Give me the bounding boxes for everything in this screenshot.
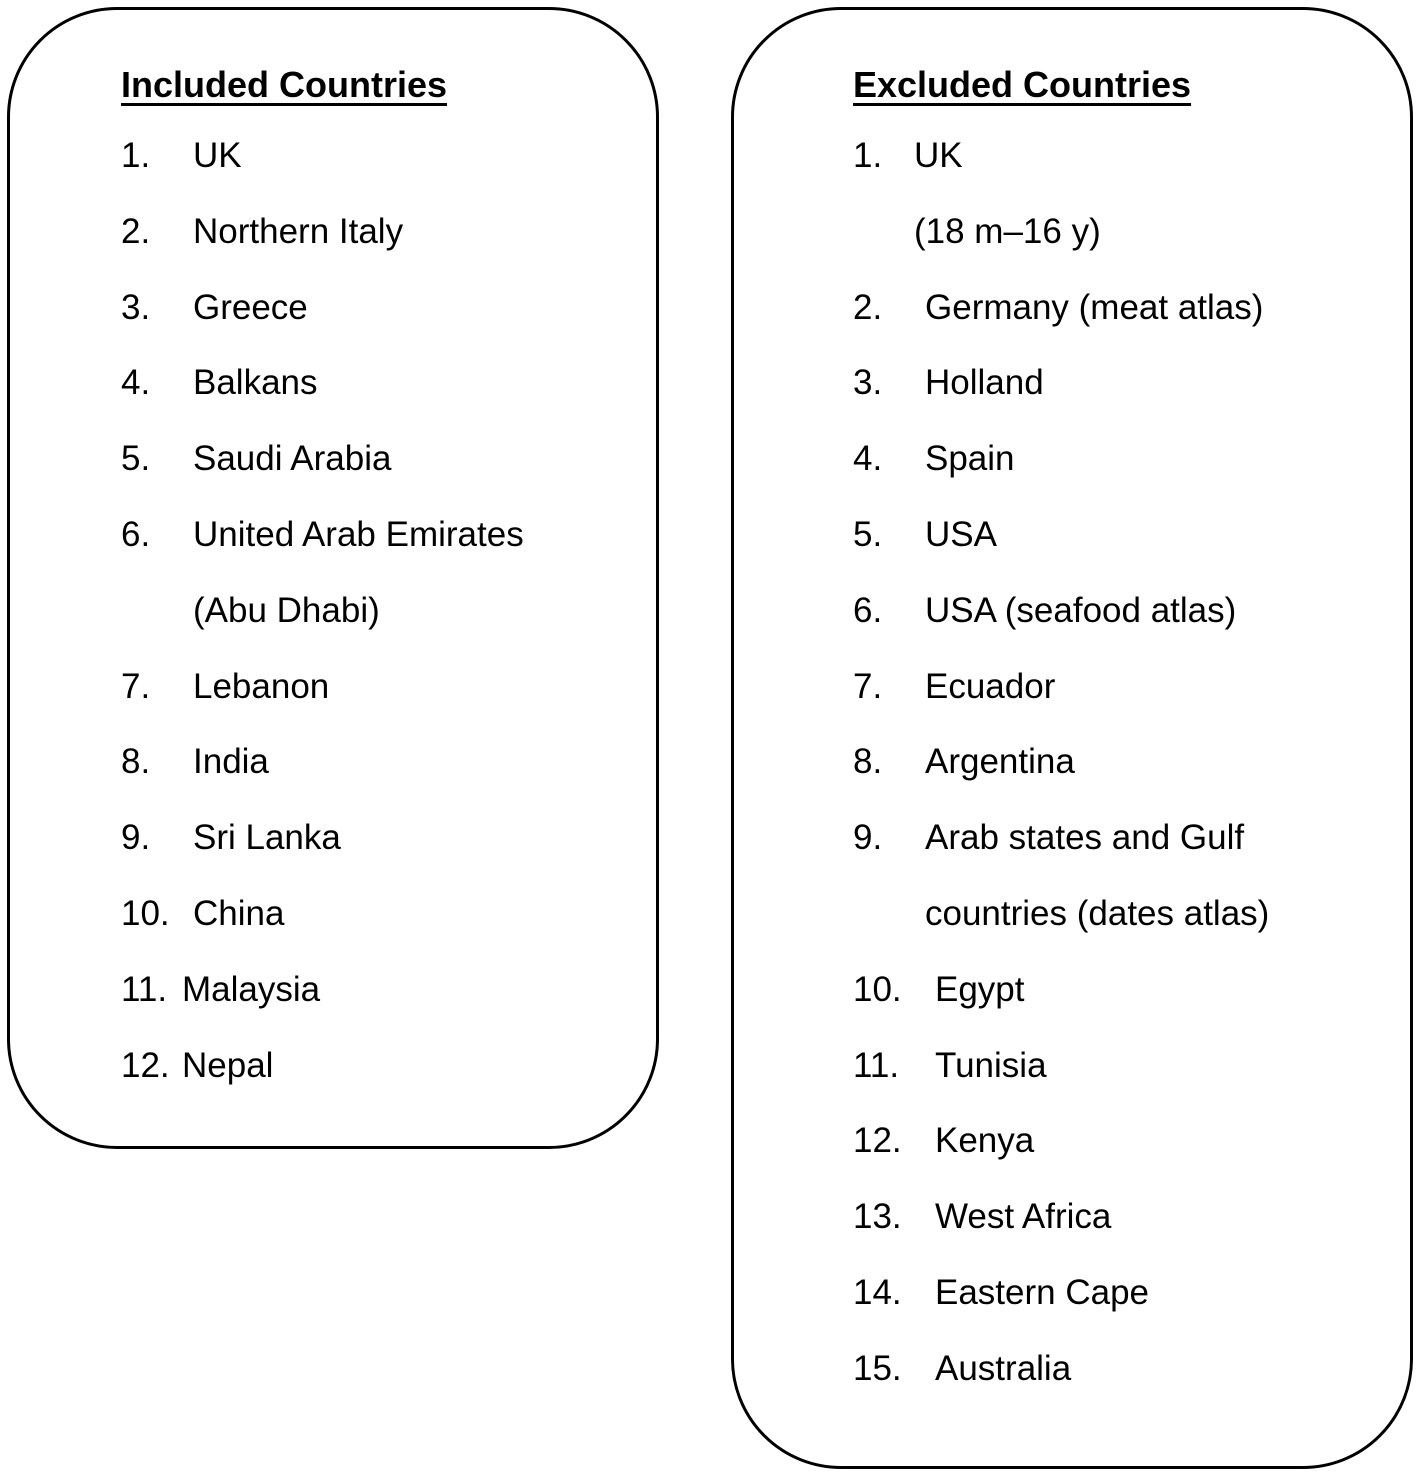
included-item-number: 8. [121,742,151,782]
excluded-item-text: West Africa [935,1197,1112,1237]
excluded-item-number: 6. [853,590,883,630]
excluded-item-text: UK [914,136,963,175]
excluded-item-text: Tunisia [935,1045,1047,1085]
excluded-item-text: Ecuador [925,666,1056,706]
excluded-countries-box [731,7,1413,1469]
excluded-item-text: USA [925,515,997,554]
excluded-item-text: Australia [935,1348,1072,1388]
excluded-item-number: 13. [853,1197,902,1237]
included-item-text: Northern Italy [193,211,404,251]
excluded-item-number: 9. [853,818,883,858]
excluded-item-number: 1. [853,136,883,175]
included-item-text: Malaysia [182,969,321,1009]
included-item-text: Greece [193,287,308,327]
included-item-number: 7. [121,666,151,706]
included-item-text: Nepal [182,1045,274,1085]
excluded-item-number: 14. [853,1273,902,1312]
included-item-number: 5. [121,439,151,479]
included-item-number: 4. [121,363,151,403]
included-item-number: 6. [121,515,151,554]
excluded-item-text: Eastern Cape [935,1273,1150,1312]
included-item-number: 11. [121,969,168,1009]
excluded-item-text: countries (dates atlas) [925,894,1270,933]
excluded-item-number: 10. [853,969,902,1009]
excluded-item-text: Egypt [935,969,1025,1009]
excluded-item-text: Holland [925,363,1044,403]
excluded-item-number: 5. [853,515,883,554]
excluded-item-number: 12. [853,1121,902,1161]
excluded-item-number: 2. [853,287,883,327]
included-countries-box [7,7,659,1149]
excluded-item-text: (18 m–16 y) [914,211,1101,251]
excluded-countries-title: Excluded Countries [853,64,1192,105]
included-item-text: China [193,894,285,933]
excluded-item-number: 7. [853,666,883,706]
included-countries-title: Included Countries [121,64,448,105]
included-item-text: United Arab Emirates [193,515,524,554]
excluded-item-text: Germany (meat atlas) [925,287,1264,327]
excluded-item-text: USA (seafood atlas) [925,590,1237,630]
included-item-text: Sri Lanka [193,818,341,858]
included-item-text: UK [193,136,242,175]
excluded-item-text: Spain [925,439,1015,479]
excluded-item-number: 4. [853,439,883,479]
excluded-item-number: 3. [853,363,883,403]
included-item-number: 9. [121,818,151,858]
included-item-number: 3. [121,287,151,327]
included-item-number: 12. [121,1045,170,1085]
excluded-item-text: Kenya [935,1121,1035,1161]
excluded-item-text: Argentina [925,742,1075,782]
included-item-number: 10. [121,894,170,933]
included-item-text: India [193,742,269,782]
included-item-text: (Abu Dhabi) [193,590,380,630]
excluded-item-number: 8. [853,742,883,782]
included-item-number: 1. [121,136,151,175]
excluded-item-text: Arab states and Gulf [925,818,1245,858]
excluded-item-number: 11. [853,1045,900,1085]
included-item-text: Lebanon [193,666,330,706]
included-item-text: Balkans [193,363,318,403]
excluded-item-number: 15. [853,1348,902,1388]
included-item-text: Saudi Arabia [193,439,392,479]
included-item-number: 2. [121,211,151,251]
